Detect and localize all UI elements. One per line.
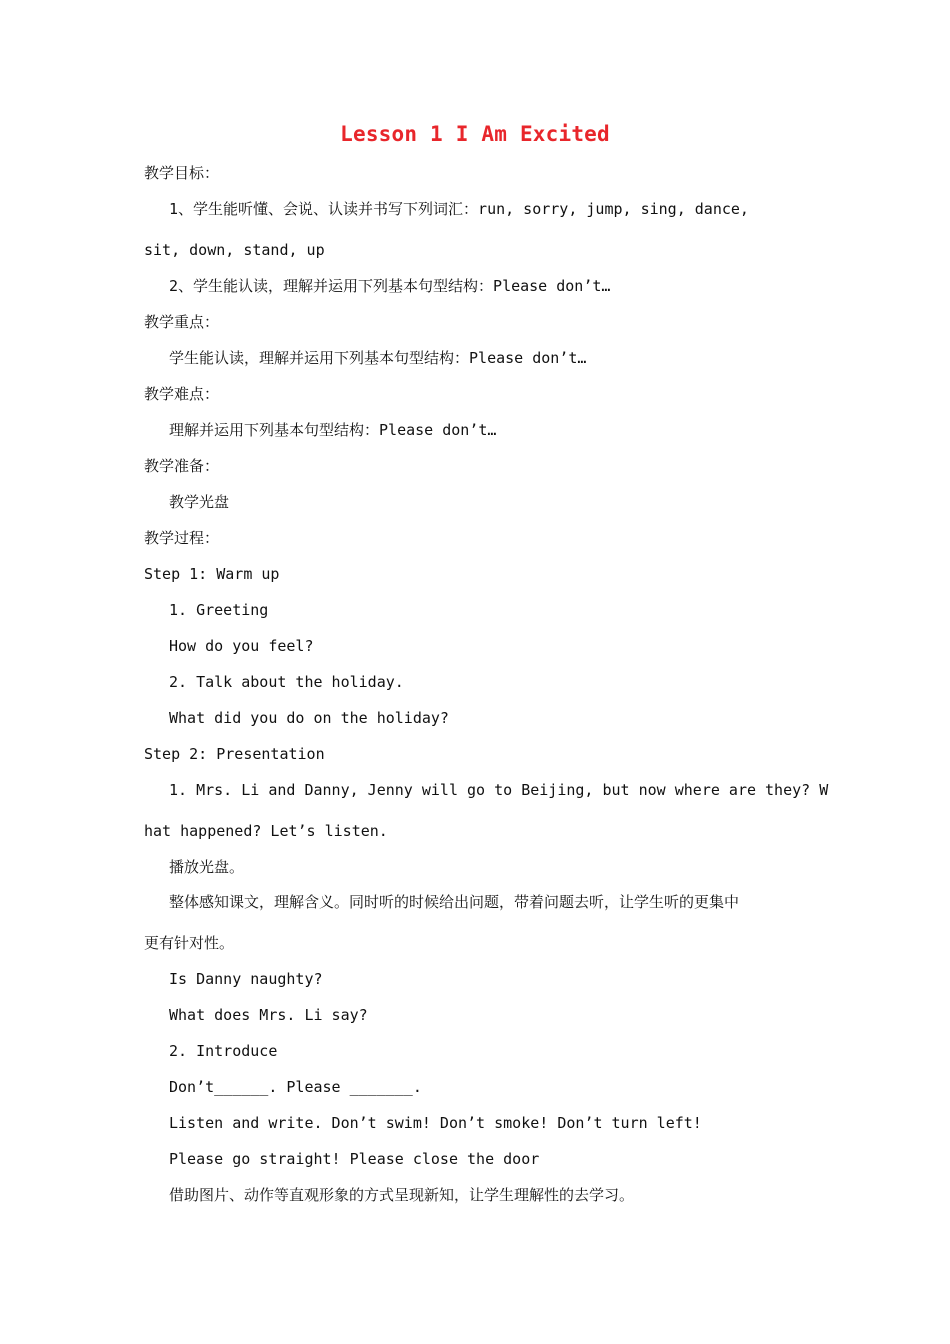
difficulty-text: 理解并运用下列基本句型结构：Please don’t… <box>169 421 497 439</box>
key-point-text: 学生能认读，理解并运用下列基本句型结构：Please don’t… <box>169 349 587 367</box>
objective-2: 2、学生能认读，理解并运用下列基本句型结构：Please don’t… <box>169 277 611 295</box>
question-mrs-li: What does Mrs. Li say? <box>169 1006 368 1024</box>
step-1-item-1: 1. Greeting <box>169 601 269 619</box>
step-1-heading: Step 1: Warm up <box>144 565 280 583</box>
page-title: Lesson 1 I Am Excited <box>340 122 610 146</box>
step-2-item-1: 1. Mrs. Li and Danny, Jenny will go to Beijing, but now where are they? W <box>169 781 829 799</box>
question-danny: Is Danny naughty? <box>169 970 323 988</box>
section-heading-difficulties: 教学难点： <box>144 385 220 403</box>
section-heading-procedure: 教学过程： <box>144 529 220 547</box>
step-2-item-1-continued: hat happened? Let’s listen. <box>144 822 388 840</box>
play-disc-text: 播放光盘。 <box>169 858 245 876</box>
listening-instruction: 整体感知课文，理解含义。同时听的时候给出问题，带着问题去听，让学生听的更集中 <box>169 893 740 911</box>
step-2-heading: Step 2: Presentation <box>144 745 325 763</box>
step-1-item-2: 2. Talk about the holiday. <box>169 673 404 691</box>
listen-and-write-continued: Please go straight! Please close the door <box>169 1150 540 1168</box>
listen-and-write: Listen and write. Don’t swim! Don’t smoke! Don’t turn left! <box>169 1114 702 1132</box>
sentence-pattern: Don’t______. Please _______. <box>169 1078 422 1096</box>
objective-1: 1、学生能听懂、会说、认读并书写下列词汇：run, sorry, jump, sing, dance, <box>169 200 749 218</box>
step-1-item-2-question: What did you do on the holiday? <box>169 709 449 727</box>
step-1-item-1-question: How do you feel? <box>169 637 314 655</box>
teaching-note: 借助图片、动作等直观形象的方式呈现新知，让学生理解性的去学习。 <box>169 1186 635 1204</box>
preparation-text: 教学光盘 <box>169 493 230 511</box>
step-2-item-2: 2. Introduce <box>169 1042 278 1060</box>
objective-1-continued: sit, down, stand, up <box>144 241 325 259</box>
listening-instruction-continued: 更有针对性。 <box>144 934 235 952</box>
section-heading-objectives: 教学目标： <box>144 164 220 182</box>
section-heading-key-points: 教学重点： <box>144 313 220 331</box>
section-heading-preparation: 教学准备： <box>144 457 220 475</box>
